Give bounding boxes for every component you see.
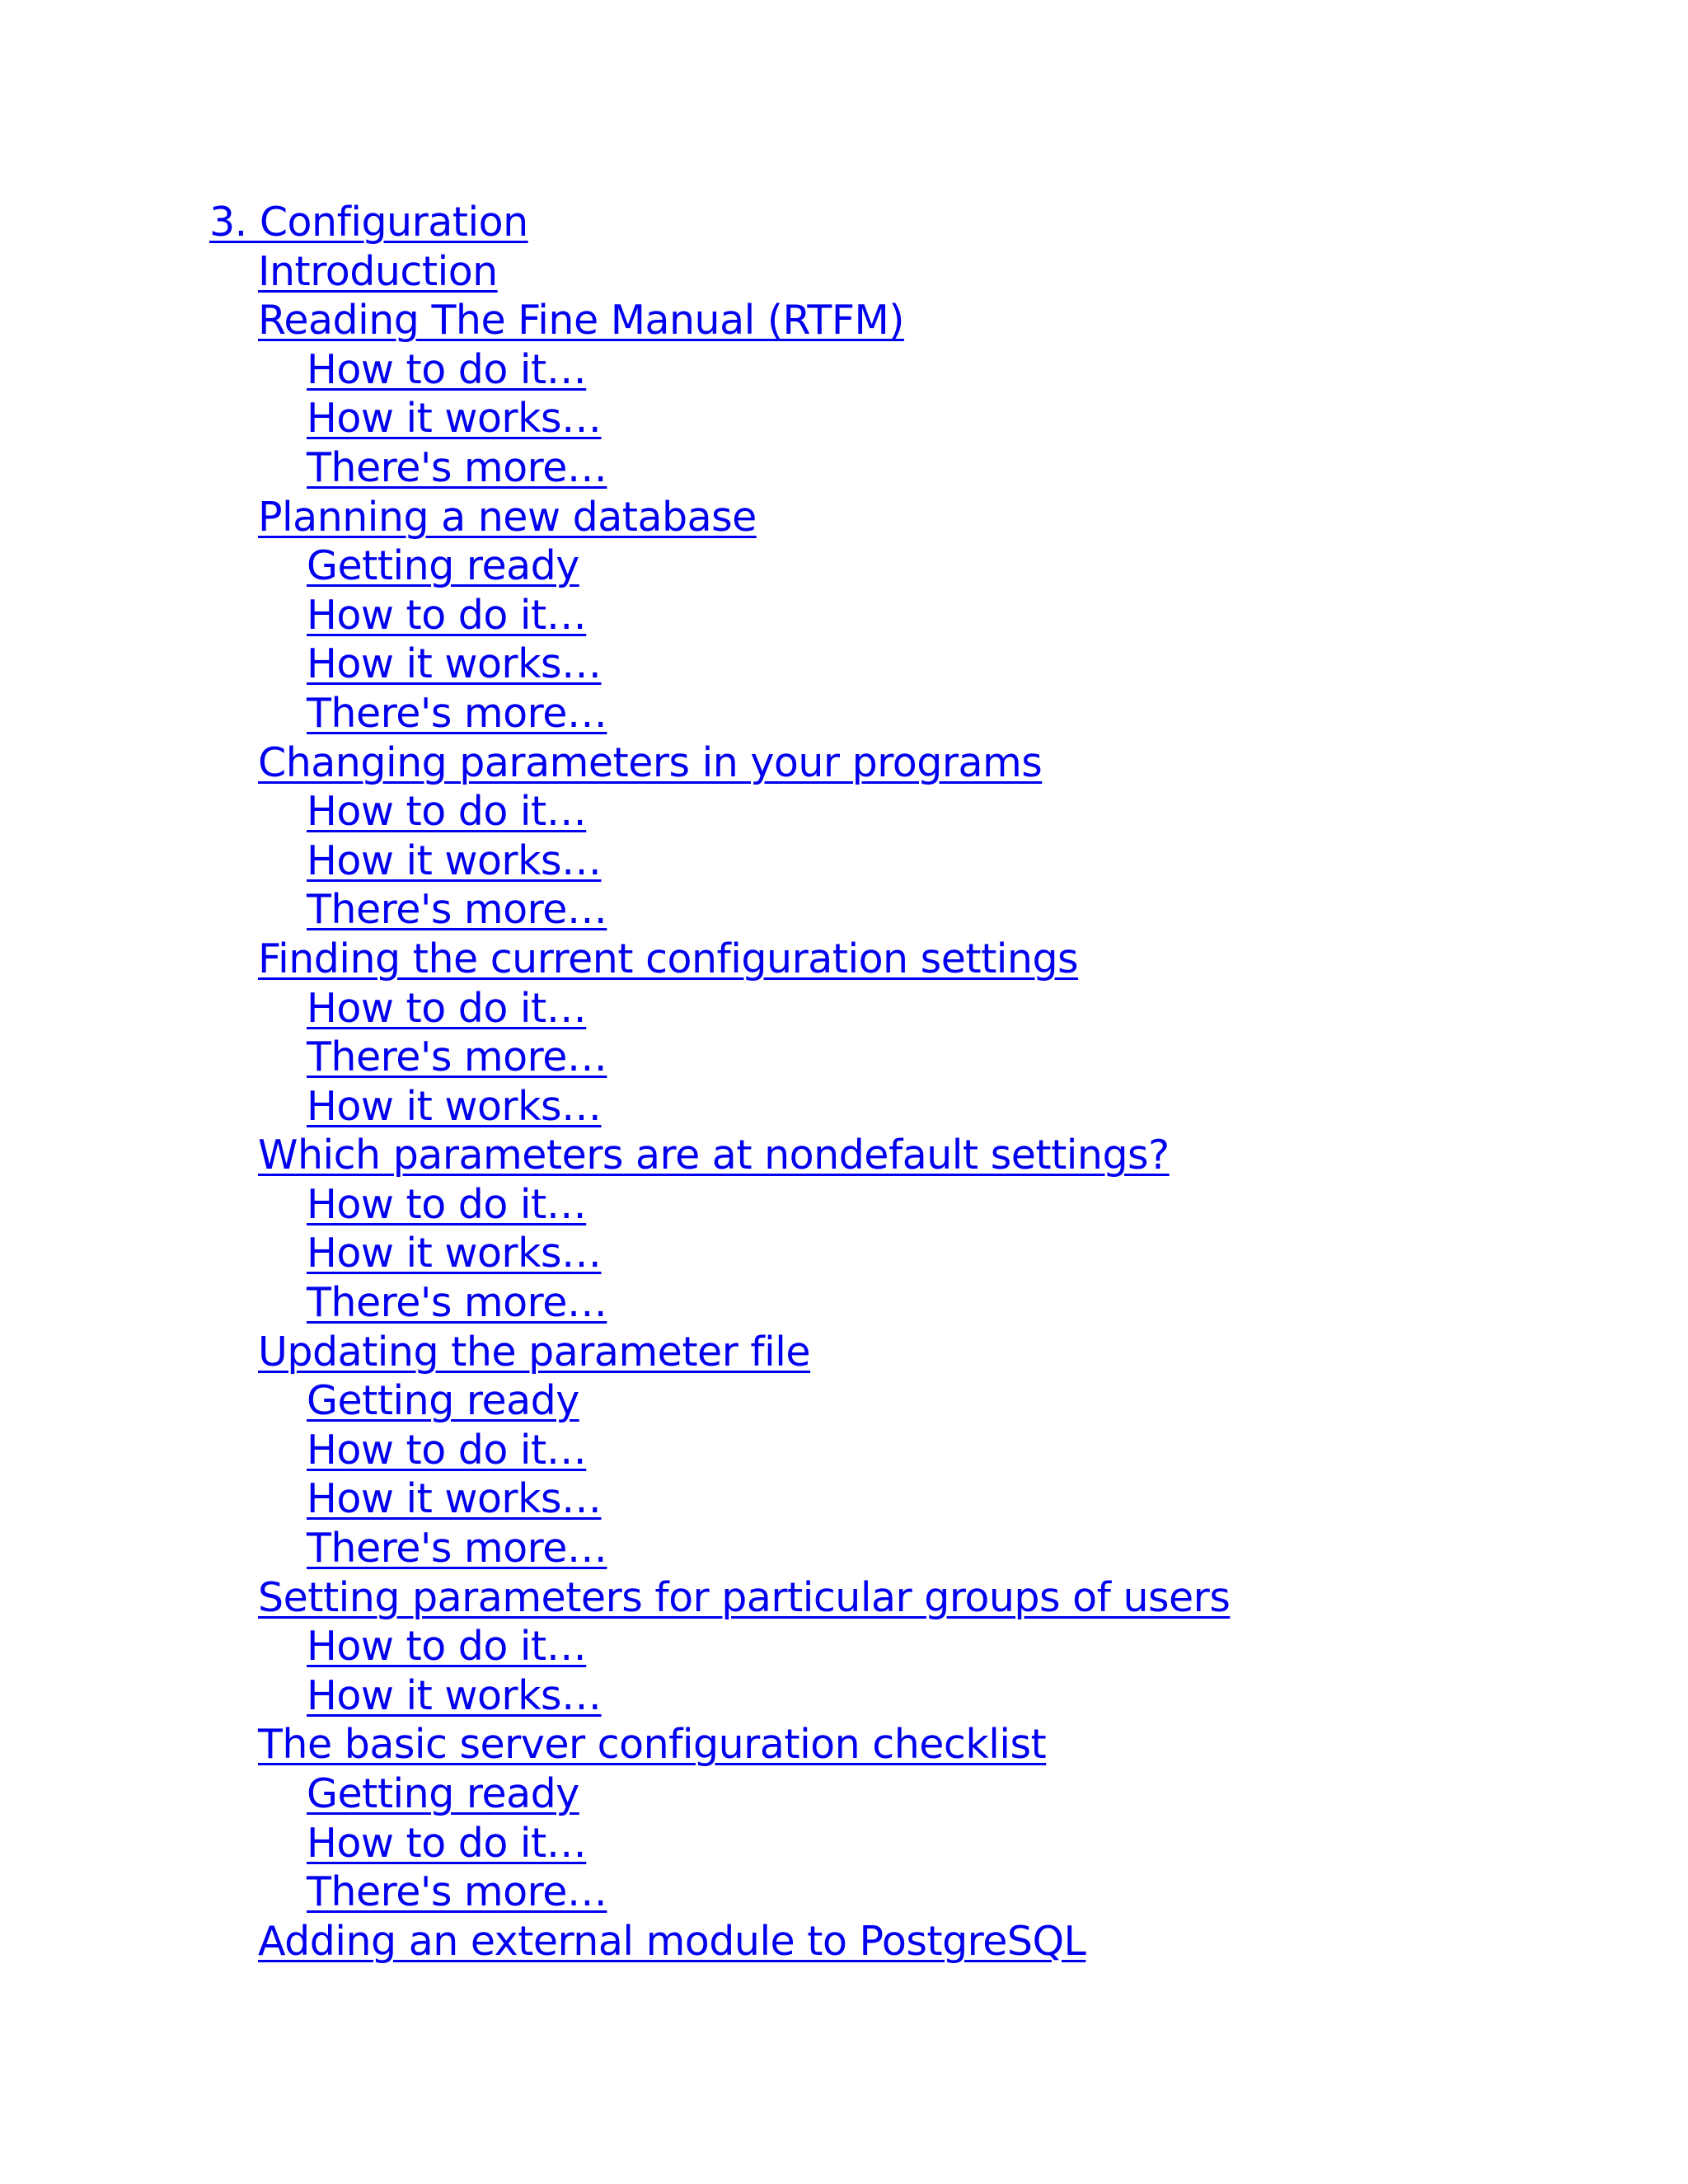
toc-item <box>209 935 1230 984</box>
toc-link-section[interactable]: Adding an external module to PostgreSQL <box>258 1917 1086 1965</box>
toc-link-subsection[interactable]: Getting ready <box>307 1770 579 1817</box>
toc-item <box>209 1033 1230 1082</box>
toc-link-subsection[interactable]: There's more… <box>307 886 607 934</box>
toc-link-section[interactable]: The basic server configuration checklist <box>258 1721 1047 1769</box>
toc-item <box>209 1573 1230 1623</box>
toc-item <box>209 787 1230 837</box>
toc-link-section[interactable]: Introduction <box>258 247 498 295</box>
toc-item <box>209 541 1230 591</box>
toc-link-subsection[interactable]: There's more… <box>307 443 607 491</box>
toc-item <box>209 738 1230 788</box>
toc-link-subsection[interactable]: How it works… <box>307 837 602 884</box>
toc-item <box>209 1671 1230 1721</box>
toc-link-subsection[interactable]: How it works… <box>307 395 602 443</box>
toc-item <box>209 1131 1230 1180</box>
toc-item <box>209 1720 1230 1769</box>
table-of-contents <box>209 198 1230 1966</box>
toc-link-section[interactable]: Planning a new database <box>258 493 757 541</box>
toc-item <box>209 493 1230 542</box>
toc-link-section[interactable]: Updating the parameter file <box>258 1328 811 1376</box>
toc-item <box>209 1819 1230 1868</box>
toc-link-subsection[interactable]: How it works… <box>307 1082 602 1130</box>
toc-link-subsection[interactable]: How to do it… <box>307 984 587 1032</box>
toc-item <box>209 1474 1230 1524</box>
toc-item <box>209 247 1230 297</box>
toc-link-chapter[interactable]: 3. Configuration <box>209 199 528 246</box>
toc-item <box>209 1082 1230 1132</box>
toc-link-section[interactable]: Reading The Fine Manual (RTFM) <box>258 297 904 344</box>
toc-item <box>209 443 1230 493</box>
toc-item <box>209 296 1230 345</box>
toc-link-subsection[interactable]: There's more… <box>307 689 607 737</box>
toc-link-subsection[interactable]: Getting ready <box>307 542 579 590</box>
toc-item <box>209 1917 1230 1966</box>
toc-link-subsection[interactable]: How to do it… <box>307 1426 587 1474</box>
toc-item <box>209 198 1230 247</box>
toc-link-section[interactable]: Finding the current configuration settings <box>258 935 1079 982</box>
toc-link-subsection[interactable]: How it works… <box>307 1230 602 1277</box>
toc-item <box>209 1524 1230 1573</box>
toc-item <box>209 640 1230 689</box>
toc-item <box>209 1278 1230 1328</box>
toc-link-subsection[interactable]: Getting ready <box>307 1377 579 1425</box>
toc-item <box>209 1868 1230 1917</box>
toc-link-subsection[interactable]: How it works… <box>307 1475 602 1523</box>
toc-link-subsection[interactable]: How it works… <box>307 1671 602 1719</box>
toc-item <box>209 1376 1230 1426</box>
toc-item <box>209 689 1230 738</box>
toc-item <box>209 394 1230 443</box>
toc-link-subsection[interactable]: There's more… <box>307 1033 607 1081</box>
toc-item <box>209 1180 1230 1230</box>
toc-item <box>209 1229 1230 1278</box>
toc-link-section[interactable]: Setting parameters for particular groups of users <box>258 1573 1231 1621</box>
toc-link-subsection[interactable]: How to do it… <box>307 345 587 393</box>
toc-link-subsection[interactable]: How to do it… <box>307 1180 587 1228</box>
toc-item <box>209 1426 1230 1475</box>
toc-item <box>209 1328 1230 1377</box>
toc-link-section[interactable]: Which parameters are at nondefault settings? <box>258 1132 1170 1179</box>
toc-item <box>209 984 1230 1033</box>
toc-item <box>209 885 1230 935</box>
toc-link-subsection[interactable]: There's more… <box>307 1525 607 1572</box>
toc-item <box>209 1622 1230 1671</box>
toc-item <box>209 837 1230 886</box>
toc-link-subsection[interactable]: There's more… <box>307 1279 607 1327</box>
toc-link-subsection[interactable]: How to do it… <box>307 1819 587 1867</box>
toc-link-subsection[interactable]: How to do it… <box>307 591 587 639</box>
toc-link-subsection[interactable]: How it works… <box>307 640 602 688</box>
toc-item <box>209 345 1230 395</box>
toc-item <box>209 591 1230 640</box>
toc-item <box>209 1769 1230 1819</box>
toc-link-subsection[interactable]: There's more… <box>307 1868 607 1916</box>
toc-link-section[interactable]: Changing parameters in your programs <box>258 738 1043 786</box>
toc-link-subsection[interactable]: How to do it… <box>307 1623 587 1671</box>
toc-link-subsection[interactable]: How to do it… <box>307 788 587 836</box>
